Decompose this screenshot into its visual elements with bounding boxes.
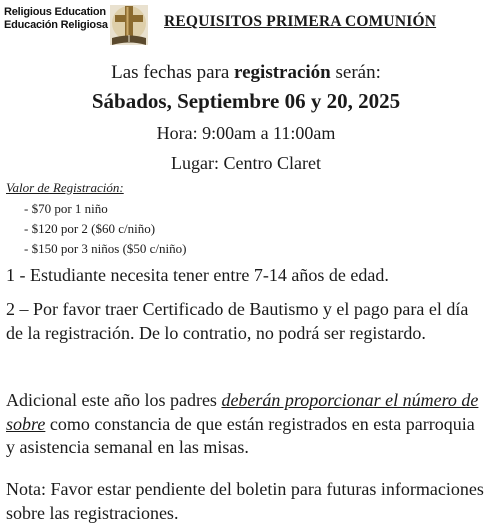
notice-emphasis: deberán proporcionar el número de sobre [6,390,479,434]
cross-book-icon [108,3,150,47]
notice-text-end: como constancia de que están registrados en esta parroquia y asistencia semanal en las misas. [6,413,475,457]
requirement-age: 1 - Estudiante necesita tener entre 7-14 años de edad. [6,265,389,285]
bulletin-note: Nota: Favor estar pendiente del boletin para futuras informaciones sobre las registraciones. [6,479,484,523]
logo-text [4,6,108,32]
fee-item: - $150 por 3 niños ($50 c/niño) [24,241,187,256]
registration-time: Hora: 9:00am a 11:00am [156,123,336,143]
registration-location: Lugar: Centro Claret [171,153,321,173]
registration-dates: Sábados, Septiembre 06 y 20, 2025 [91,89,401,113]
requirement-documents: 2 – Por favor traer Certificado de Bautismo y el pago para el día de la registración. De lo contratio, no podrá ser registardo. [6,299,469,343]
religious-education-logo [4,3,152,47]
notice-text: Adicional este año los padres [6,390,222,410]
fee-list [24,199,186,259]
logo-line-english: Religious Education [4,6,106,18]
intro-bold-word: registración [234,62,331,83]
page-title: REQUISITOS PRIMERA COMUNIÓN [164,13,437,30]
fee-item: - $70 por 1 niño [24,201,108,216]
fee-heading: Valor de Registración: [6,180,124,195]
envelope-number-notice [6,389,486,460]
logo-line-spanish: Educación Religiosa [4,19,108,31]
registration-dates-intro [0,62,492,84]
fee-item: - $120 por 2 ($60 c/niño) [24,221,156,236]
intro-text-end: serán: [330,62,381,83]
intro-text: Las fechas para [111,62,235,83]
